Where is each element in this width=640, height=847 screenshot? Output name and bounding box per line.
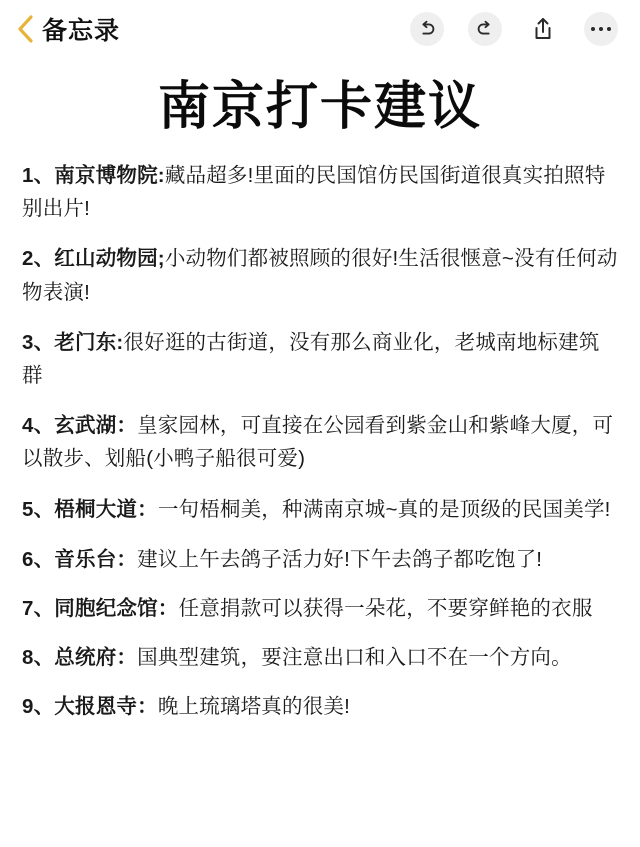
list-item (22, 242, 618, 308)
more-options-icon[interactable] (584, 12, 618, 46)
list-item-lead: 4、玄武湖： (22, 414, 138, 438)
list-item (22, 543, 618, 576)
list-item (22, 690, 618, 723)
list-item (22, 326, 618, 392)
list-item-text: 建议上午去鸽子活力好!下午去鸽子都吃饱了! (137, 547, 543, 571)
list-item-text: 一句梧桐美，种满南京城~真的是顶级的民国美学! (157, 497, 611, 521)
back-button-label: 备忘录 (42, 17, 121, 45)
list-item-lead: 9、大报恩寺： (22, 695, 158, 719)
note-title: 南京打卡建议 (157, 78, 482, 136)
top-toolbar (0, 0, 640, 58)
list-item-text: 晚上琉璃塔真的很美! (157, 695, 351, 719)
redo-icon[interactable] (468, 12, 502, 46)
list-item-lead: 7、同胞纪念馆： (22, 597, 179, 621)
list-item (22, 493, 618, 526)
list-item-lead: 6、音乐台： (22, 547, 138, 571)
list-item-lead: 5、梧桐大道： (22, 497, 158, 521)
list-item (22, 409, 618, 475)
share-icon[interactable] (526, 12, 560, 46)
list-item-text: 藏品超多!里面的民国馆仿民国街道很真实拍照特别出片! (22, 164, 606, 221)
chevron-left-icon (14, 14, 36, 44)
list-item (22, 592, 618, 625)
list-item (22, 641, 618, 674)
list-item-text: 小动物们都被照顾的很好!生活很惬意~没有任何动物表演! (22, 247, 618, 304)
list-item (22, 159, 618, 225)
list-item-text: 很好逛的古街道，没有那么商业化，老城南地标建筑群 (22, 330, 600, 388)
more-dots (591, 27, 612, 32)
undo-icon[interactable] (410, 12, 444, 46)
list-item-text: 任意捐款可以获得一朵花，不要穿鲜艳的衣服 (178, 597, 593, 621)
list-item-lead: 2、红山动物园; (22, 247, 165, 271)
toolbar-actions (410, 12, 622, 46)
note-body (0, 159, 640, 724)
back-button[interactable] (14, 11, 120, 47)
list-item-lead: 3、老门东: (22, 330, 124, 354)
list-item-lead: 1、南京博物院: (22, 164, 165, 187)
list-item-text: 国典型建筑，要注意出口和入口不在一个方向。 (137, 646, 572, 670)
list-item-text: 皇家园林，可直接在公园看到紫金山和紫峰大厦，可以散步、划船(小鸭子船很可爱) (22, 414, 614, 471)
list-item-lead: 8、总统府： (22, 646, 138, 670)
